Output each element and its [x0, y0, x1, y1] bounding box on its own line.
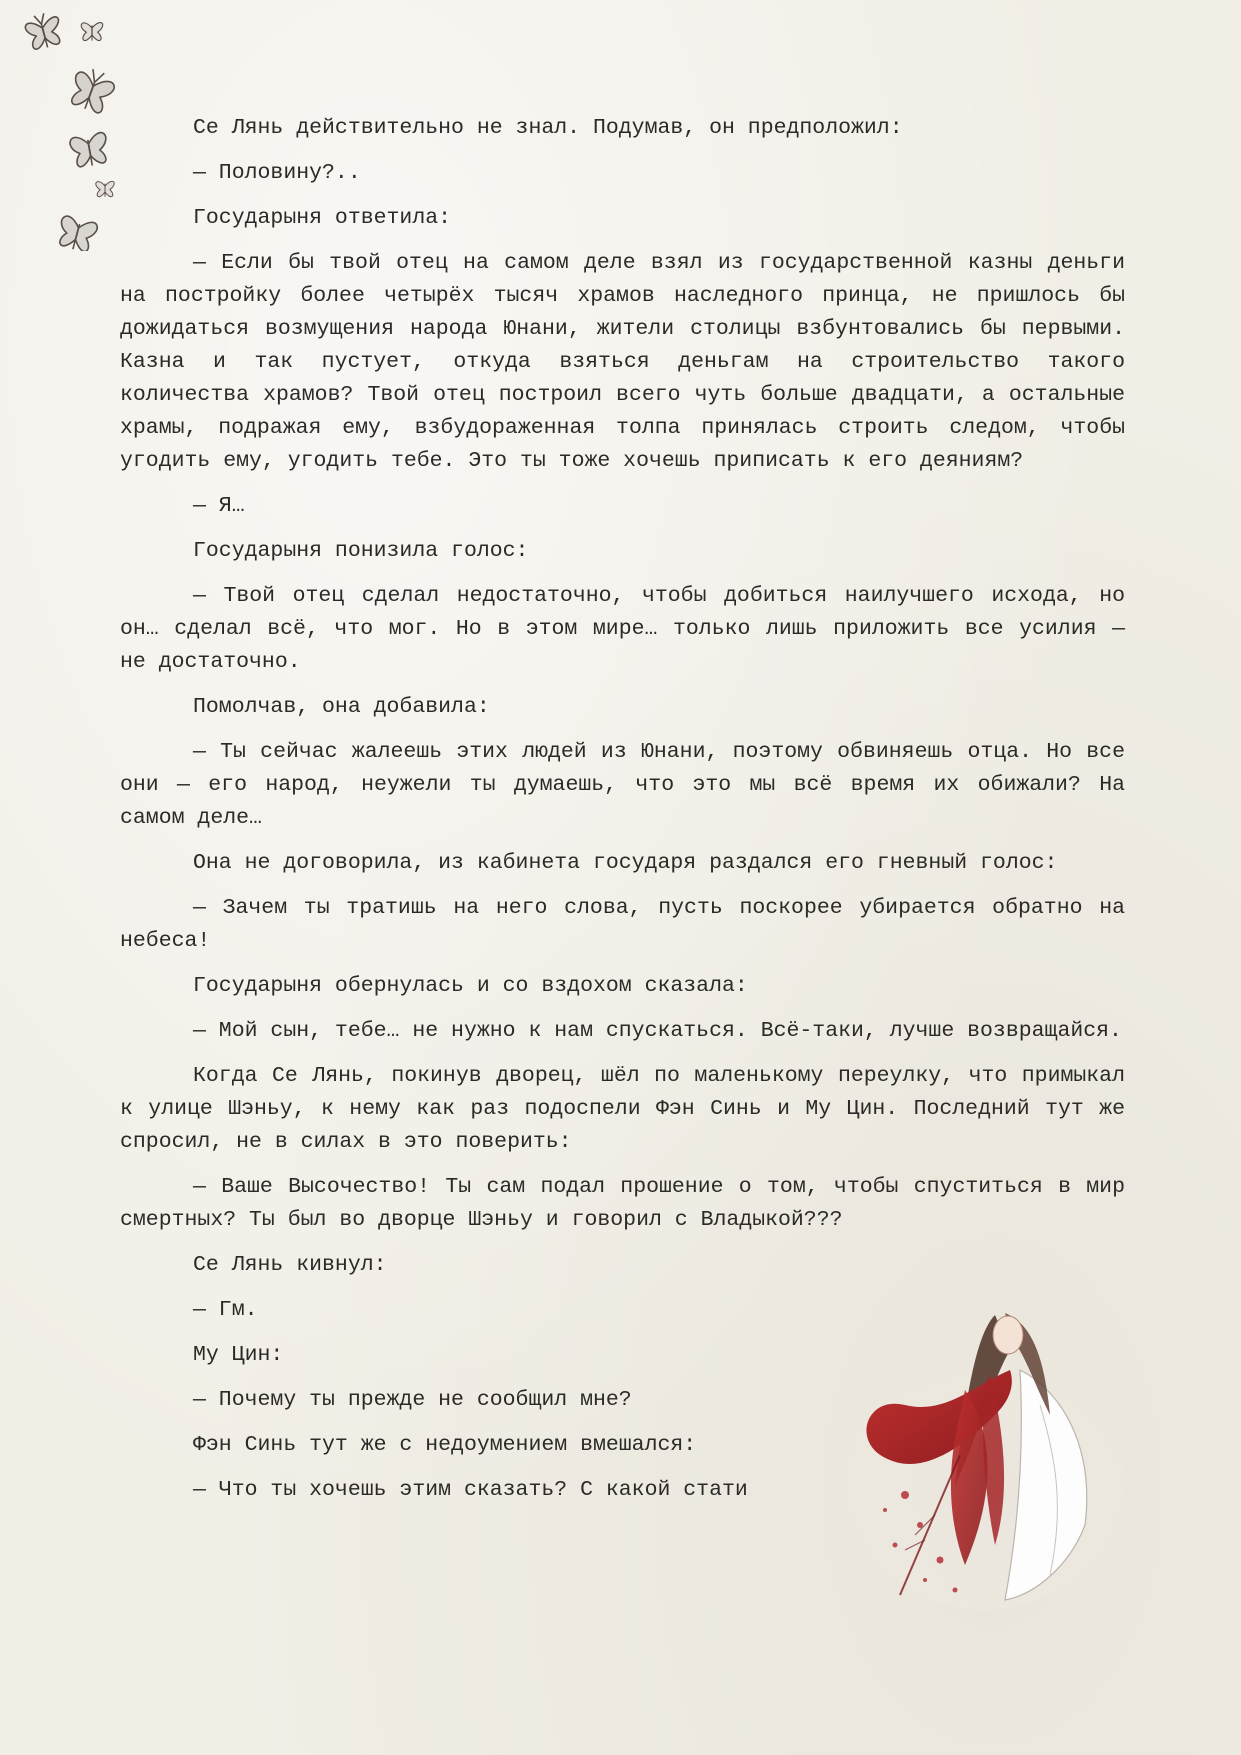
paragraph: Она не договорила, из кабинета государя раздался его гневный голос: [193, 851, 1058, 875]
paragraph: — Мой сын, тебе… не нужно к нам спускаться. Всё-таки, лучше возвращайся. [193, 1019, 1122, 1043]
paragraph: — Что ты хочешь этим сказать? С какой стати [193, 1478, 748, 1502]
paragraph: — Ты сейчас жалеешь этих людей из Юнани, поэтому обвиняешь отца. Но все они — его народ, неужели ты думаешь, что это мы всё время их обижали? На самом деле… [120, 740, 1125, 830]
paragraph: — Если бы твой отец на самом деле взял из государственной казны деньги на постройку более четырёх тысяч храмов наследного принца, не пришлось бы дожидаться возмущения народа Юнани, жители столицы взбунтовались бы первыми. Казна и так пустует, откуда взяться деньгам на строительство такого количества храмов? Твой отец построил всего чуть больше двадцати, а остальные храмы, подражая ему, взбудораженная толпа принялась строить следом, чтобы угодить ему, угодить тебе. Это ты тоже хочешь приписать к его деяниям? [120, 251, 1125, 473]
paragraph: — Зачем ты тратишь на него слова, пусть поскорее убирается обратно на небеса! [120, 896, 1125, 953]
paragraph: — Твой отец сделал недостаточно, чтобы добиться наилучшего исхода, но он… сделал всё, что мог. Но в этом мире… только лишь приложить все усилия — не достаточно. [120, 584, 1125, 674]
paragraph: Се Лянь действительно не знал. Подумав, он предположил: [193, 116, 903, 140]
red-robed-figure-illustration [845, 1295, 1125, 1615]
paragraph: — Гм. [193, 1298, 258, 1322]
paragraph: Государыня обернулась и со вздохом сказала: [193, 974, 748, 998]
paragraph: Помолчав, она добавила: [193, 695, 490, 719]
paragraph: — Половину?.. [193, 161, 361, 185]
paragraph: — Ваше Высочество! Ты сам подал прошение о том, чтобы спуститься в мир смертных? Ты был во дворце Шэньу и говорил с Владыкой??? [120, 1175, 1125, 1232]
paragraph: Государыня понизила голос: [193, 539, 529, 563]
paragraph: Когда Се Лянь, покинув дворец, шёл по маленькому переулку, что примыкал к улице Шэньу, к нему как раз подоспели Фэн Синь и Му Цин. Последний тут же спросил, не в силах в это поверить: [120, 1064, 1125, 1154]
paragraph: — Я… [193, 494, 245, 518]
paragraph: Се Лянь кивнул: [193, 1253, 387, 1277]
paragraph: Государыня ответила: [193, 206, 452, 230]
paragraph: Му Цин: [193, 1343, 284, 1367]
paragraph: Фэн Синь тут же с недоумением вмешался: [193, 1433, 697, 1457]
paragraph: — Почему ты прежде не сообщил мне? [193, 1388, 632, 1412]
